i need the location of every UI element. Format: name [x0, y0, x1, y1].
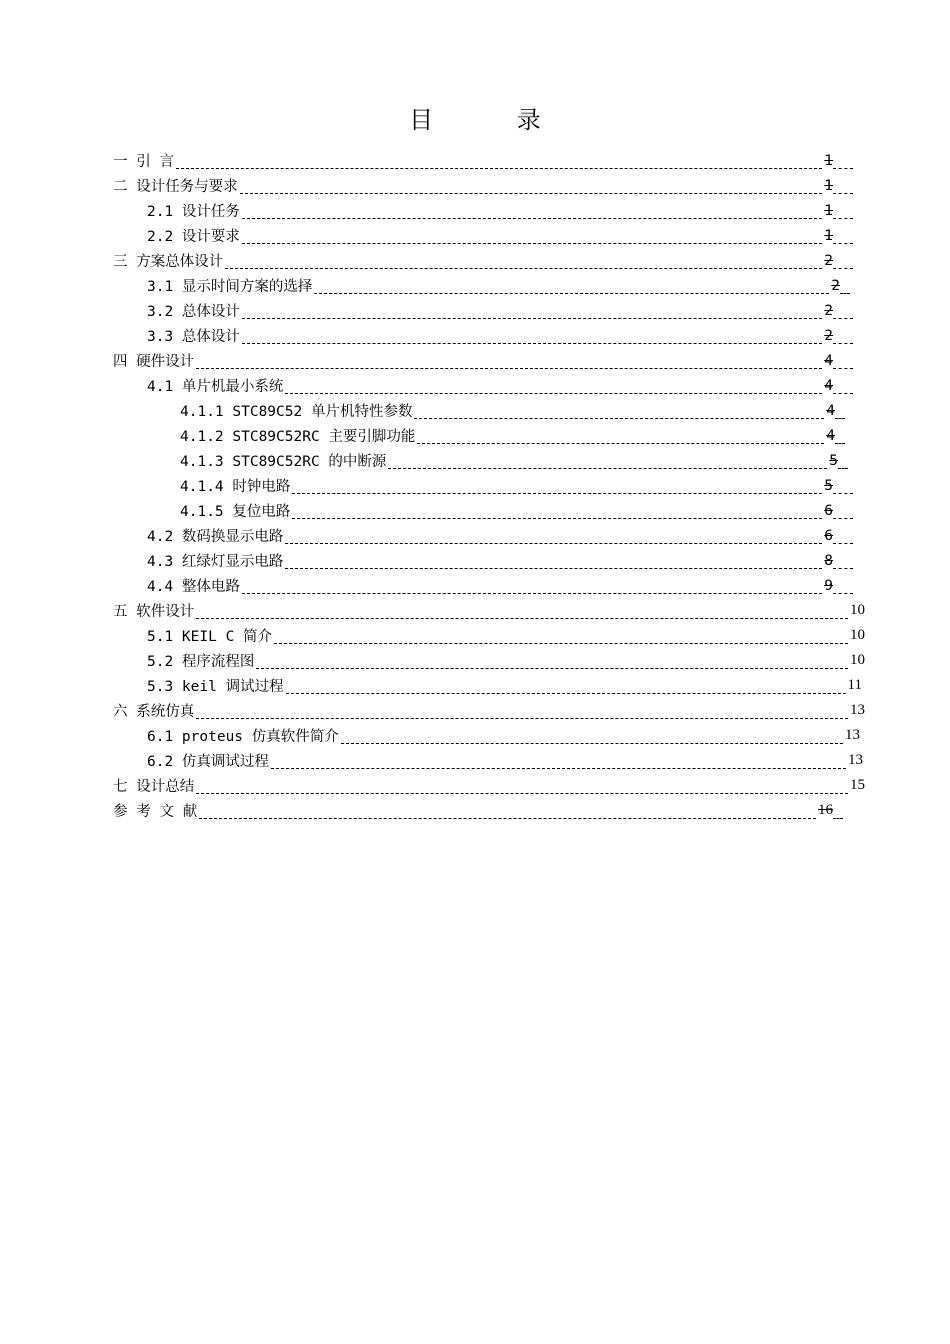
toc-page-number: 9 — [824, 577, 833, 594]
toc-entry[interactable] — [147, 298, 853, 323]
toc-page-number: 4 — [824, 377, 833, 394]
dot-leader — [833, 379, 853, 394]
toc-page-number: 2 — [824, 327, 833, 344]
dot-leader — [835, 429, 845, 444]
dot-leader — [833, 304, 853, 319]
dot-leader — [314, 279, 829, 294]
toc-entry[interactable] — [113, 773, 865, 798]
dot-leader — [285, 554, 822, 569]
toc-entry[interactable] — [147, 223, 853, 248]
dot-leader — [833, 179, 853, 194]
dot-leader — [833, 204, 853, 219]
toc-entry[interactable] — [113, 798, 843, 823]
toc-page-number: 13 — [850, 702, 865, 718]
dot-leader — [838, 454, 848, 469]
dot-leader — [285, 529, 822, 544]
dot-leader — [833, 354, 853, 369]
dot-leader — [840, 279, 850, 294]
toc-page-number: 5 — [824, 477, 833, 494]
dot-leader — [388, 454, 827, 469]
dot-leader — [199, 804, 816, 819]
toc-entry-label: 2.1 设计任务 — [147, 204, 240, 220]
dot-leader — [833, 579, 853, 594]
dot-leader — [225, 254, 822, 269]
toc-page-number: 10 — [850, 627, 865, 643]
toc-entry-label: 3.1 显示时间方案的选择 — [147, 279, 313, 295]
toc-entry[interactable] — [113, 348, 853, 373]
toc-page-number: 13 — [845, 727, 860, 743]
toc-entry[interactable] — [113, 173, 853, 198]
dot-leader — [242, 329, 822, 344]
toc-page-number: 15 — [850, 777, 865, 793]
dot-leader — [833, 479, 853, 494]
toc-entry[interactable] — [147, 623, 865, 648]
toc-page-number: 11 — [847, 677, 862, 693]
toc-entry[interactable] — [147, 723, 860, 748]
toc-entry[interactable] — [180, 473, 853, 498]
toc-entry[interactable] — [113, 148, 853, 173]
dot-leader — [833, 804, 843, 819]
dot-leader — [833, 329, 853, 344]
page-title: 目 录 — [409, 106, 579, 134]
toc-entry-label: 4.4 整体电路 — [147, 579, 240, 595]
dot-leader — [274, 629, 848, 644]
toc-entry[interactable] — [147, 373, 853, 398]
toc-entry-label: 6.2 仿真调试过程 — [147, 754, 269, 770]
toc-page-number: 5 — [829, 452, 838, 469]
dot-leader — [242, 304, 822, 319]
dot-leader — [833, 254, 853, 269]
toc-page-number: 6 — [824, 527, 833, 544]
toc-entry-label: 4.2 数码换显示电路 — [147, 529, 284, 545]
toc-page-number: 10 — [850, 652, 865, 668]
toc-entry-label: 3.2 总体设计 — [147, 304, 240, 320]
toc-entry[interactable] — [113, 598, 865, 623]
toc-entry[interactable] — [147, 323, 853, 348]
toc-entry[interactable] — [147, 273, 850, 298]
toc-entry[interactable] — [147, 673, 862, 698]
toc-entry[interactable] — [147, 573, 853, 598]
dot-leader — [196, 704, 848, 719]
toc-entry[interactable] — [180, 498, 853, 523]
toc-entry-label: 一 引 言 — [113, 154, 174, 170]
toc-entry[interactable] — [180, 398, 845, 423]
dot-leader — [286, 679, 846, 694]
dot-leader — [414, 404, 824, 419]
toc-entry[interactable] — [113, 248, 853, 273]
dot-leader — [256, 654, 848, 669]
dot-leader — [833, 504, 853, 519]
toc-page-number: 1 — [824, 152, 833, 169]
toc-entry-label: 参 考 文 献 — [113, 804, 198, 820]
toc-entry-label: 六 系统仿真 — [113, 704, 195, 720]
toc-page-number: 2 — [831, 277, 840, 294]
toc-entry-label: 七 设计总结 — [113, 779, 195, 795]
toc-page-number: 4 — [826, 427, 835, 444]
toc-entry-label: 二 设计任务与要求 — [113, 179, 238, 195]
toc-page-number: 4 — [824, 352, 833, 369]
toc-page-number: 13 — [848, 752, 863, 768]
dot-leader — [196, 354, 822, 369]
toc-entry-label: 4.1.5 复位电路 — [180, 504, 291, 520]
toc-page-number: 16 — [818, 802, 833, 818]
toc-entry-label: 5.3 keil 调试过程 — [147, 679, 284, 695]
toc-entry[interactable] — [147, 548, 853, 573]
dot-leader — [292, 479, 822, 494]
toc-page-number: 1 — [824, 202, 833, 219]
dot-leader — [835, 404, 845, 419]
toc-page-number: 1 — [824, 227, 833, 244]
toc-page-number: 4 — [826, 402, 835, 419]
dot-leader — [833, 229, 853, 244]
toc-entry-label: 五 软件设计 — [113, 604, 195, 620]
dot-leader — [242, 229, 822, 244]
toc-entry[interactable] — [180, 423, 845, 448]
toc-page-number: 2 — [824, 252, 833, 269]
toc-entry[interactable] — [147, 648, 865, 673]
dot-leader — [271, 754, 846, 769]
toc-entry-label: 4.1 单片机最小系统 — [147, 379, 284, 395]
toc-entry-label: 4.1.1 STC89C52 单片机特性参数 — [180, 404, 413, 420]
toc-entry-label: 4.1.3 STC89C52RC 的中断源 — [180, 454, 387, 470]
toc-entry-label: 三 方案总体设计 — [113, 254, 224, 270]
toc-entry-label: 4.1.2 STC89C52RC 主要引脚功能 — [180, 429, 416, 445]
toc-entry-label: 4.1.4 时钟电路 — [180, 479, 291, 495]
dot-leader — [341, 729, 843, 744]
dot-leader — [833, 529, 853, 544]
toc-page-number: 10 — [850, 602, 865, 618]
dot-leader — [240, 179, 823, 194]
toc-entry-label: 3.3 总体设计 — [147, 329, 240, 345]
dot-leader — [417, 429, 824, 444]
toc-entry[interactable] — [147, 748, 863, 773]
toc-entry-label: 6.1 proteus 仿真软件简介 — [147, 729, 339, 745]
toc-entry[interactable] — [180, 448, 848, 473]
toc-page-number: 2 — [824, 302, 833, 319]
dot-leader — [196, 779, 848, 794]
toc-entry-label: 5.1 KEIL C 简介 — [147, 629, 273, 645]
dot-leader — [242, 204, 822, 219]
dot-leader — [833, 154, 853, 169]
toc-page-number: 6 — [824, 502, 833, 519]
dot-leader — [292, 504, 822, 519]
dot-leader — [285, 379, 822, 394]
dot-leader — [176, 154, 822, 169]
toc-page-number: 8 — [824, 552, 833, 569]
toc-entry-label: 四 硬件设计 — [113, 354, 195, 370]
dot-leader — [242, 579, 822, 594]
toc-entry-label: 2.2 设计要求 — [147, 229, 240, 245]
toc-entry-label: 4.3 红绿灯显示电路 — [147, 554, 284, 570]
toc-entry-label: 5.2 程序流程图 — [147, 654, 255, 670]
dot-leader — [196, 604, 848, 619]
toc-entry[interactable] — [147, 523, 853, 548]
toc-entry[interactable] — [113, 698, 865, 723]
dot-leader — [833, 554, 853, 569]
toc-page-number: 1 — [824, 177, 833, 194]
toc-entry[interactable] — [147, 198, 853, 223]
